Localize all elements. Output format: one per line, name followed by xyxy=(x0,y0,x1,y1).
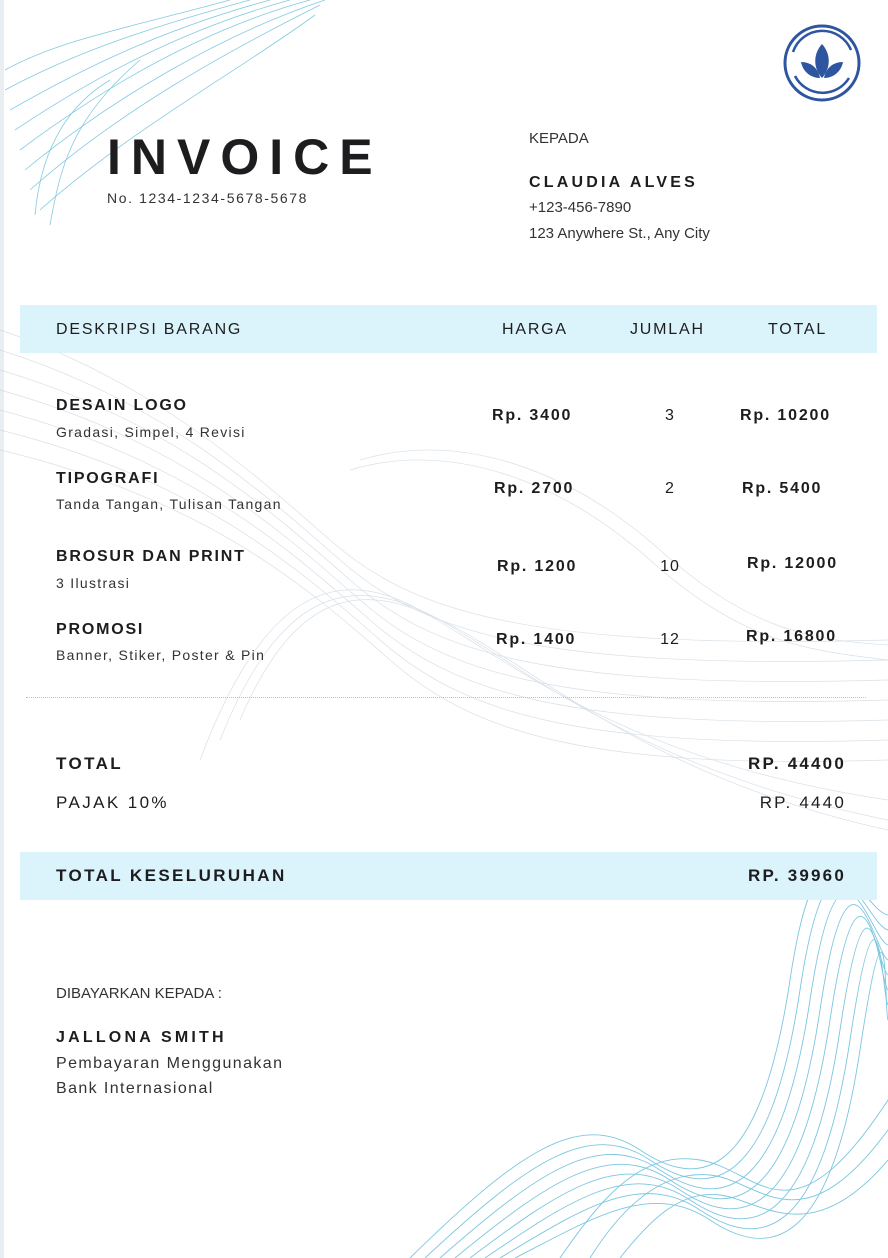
item-price: Rp. 1200 xyxy=(497,558,578,575)
item-quantity: 2 xyxy=(665,480,675,497)
invoice-number: No. 1234-1234-5678-5678 xyxy=(107,190,309,206)
column-header-quantity: JUMLAH xyxy=(630,321,705,338)
item-quantity: 10 xyxy=(660,558,680,575)
table-divider xyxy=(26,697,866,698)
column-header-total: TOTAL xyxy=(768,321,828,338)
item-name: BROSUR DAN PRINT xyxy=(56,548,246,565)
item-description: Tanda Tangan, Tulisan Tangan xyxy=(56,496,282,512)
item-total: Rp. 10200 xyxy=(740,407,831,424)
bottom-right-waves xyxy=(410,869,888,1258)
column-header-price: HARGA xyxy=(502,321,568,338)
tax-label: PAJAK 10% xyxy=(56,793,169,812)
payment-label: DIBAYARKAN KEPADA : xyxy=(56,985,222,1002)
item-price: Rp. 2700 xyxy=(494,480,575,497)
item-price: Rp. 3400 xyxy=(492,407,573,424)
item-name: TIPOGRAFI xyxy=(56,470,160,487)
lotus-logo-icon xyxy=(781,22,863,104)
item-quantity: 12 xyxy=(660,631,680,648)
item-name: PROMOSI xyxy=(56,621,145,638)
recipient-label: KEPADA xyxy=(529,130,589,147)
total-value: RP. 44400 xyxy=(748,754,846,773)
recipient-name: CLAUDIA ALVES xyxy=(529,174,699,191)
page-edge xyxy=(0,0,4,1258)
invoice-title: INVOICE xyxy=(107,129,383,185)
grand-total-label: TOTAL KESELURUHAN xyxy=(56,866,287,885)
tax-value: RP. 4440 xyxy=(759,793,846,812)
grand-total-value: RP. 39960 xyxy=(748,866,846,885)
item-description: Gradasi, Simpel, 4 Revisi xyxy=(56,424,246,440)
payment-method-line1: Pembayaran Menggunakan xyxy=(56,1055,284,1072)
item-price: Rp. 1400 xyxy=(496,631,577,648)
total-label: TOTAL xyxy=(56,754,124,773)
item-description: Banner, Stiker, Poster & Pin xyxy=(56,647,266,663)
payment-method-line2: Bank Internasional xyxy=(56,1080,214,1097)
item-quantity: 3 xyxy=(665,407,675,424)
item-name: DESAIN LOGO xyxy=(56,397,188,414)
item-total: Rp. 16800 xyxy=(746,628,837,645)
recipient-phone: +123-456-7890 xyxy=(529,199,632,216)
column-header-description: DESKRIPSI BARANG xyxy=(56,321,243,338)
item-total: Rp. 12000 xyxy=(747,555,838,572)
item-total: Rp. 5400 xyxy=(742,480,823,497)
recipient-address: 123 Anywhere St., Any City xyxy=(529,225,710,242)
payee-name: JALLONA SMITH xyxy=(56,1029,227,1046)
item-description: 3 Ilustrasi xyxy=(56,575,131,591)
